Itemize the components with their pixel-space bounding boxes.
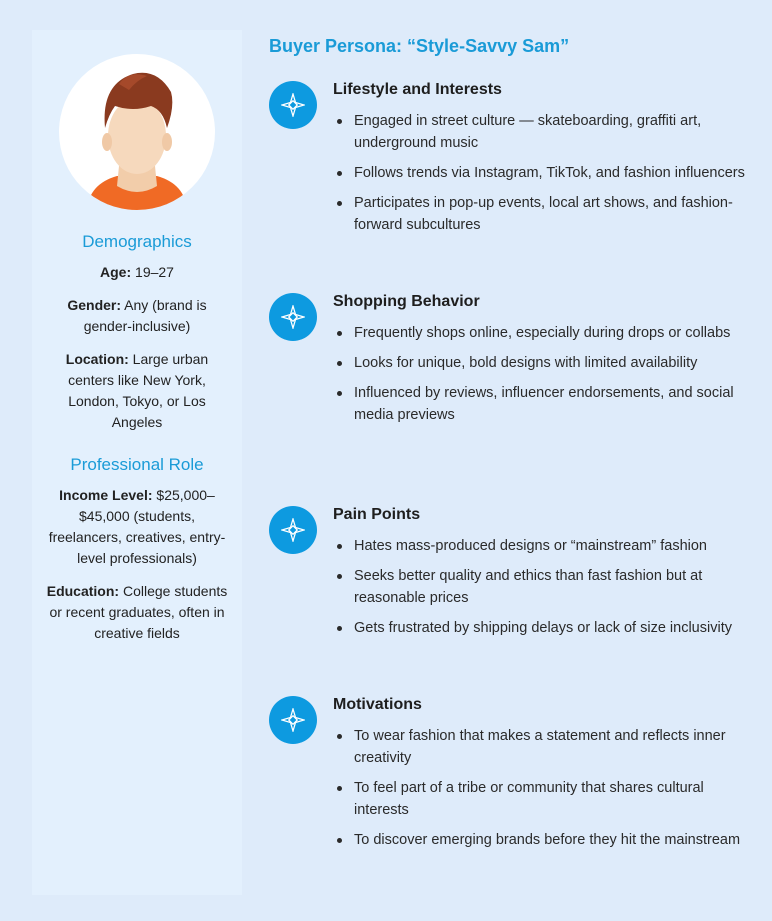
education-label: Education: xyxy=(46,583,120,599)
income-line xyxy=(47,485,227,569)
list-item: Looks for unique, bold designs with limited availability xyxy=(333,352,753,374)
age-label: Age: xyxy=(100,264,132,280)
sparkle-diamond-icon xyxy=(269,293,317,341)
gender-line xyxy=(62,295,212,337)
income-label: Income Level: xyxy=(59,487,153,503)
education-line xyxy=(46,581,228,644)
section-title: Motivations xyxy=(333,696,422,713)
income-value: $25,000–$45,000 (students, freelancers, creatives, entry-level professionals) xyxy=(48,487,226,566)
location-line xyxy=(57,349,217,433)
avatar xyxy=(59,54,215,210)
list-item: Seeks better quality and ethics than fast fashion but at reasonable prices xyxy=(333,565,753,609)
location-label: Location: xyxy=(65,351,129,367)
age-line xyxy=(52,262,222,283)
section-title: Lifestyle and Interests xyxy=(333,81,502,98)
location-value: Large urban centers like New York, London, Tokyo, or Los Angeles xyxy=(68,351,209,430)
age-value: 19–27 xyxy=(131,264,174,280)
bullet-list xyxy=(333,535,753,647)
bullet-list xyxy=(333,725,753,859)
bullet-list xyxy=(333,322,753,434)
list-item: To wear fashion that makes a statement and reflects inner creativity xyxy=(333,725,753,769)
list-item: Influenced by reviews, influencer endorsements, and social media previews xyxy=(333,382,753,426)
demographics-heading: Demographics xyxy=(82,232,192,251)
list-item: Gets frustrated by shipping delays or lack of size inclusivity xyxy=(333,617,753,639)
list-item: Engaged in street culture — skateboarding, graffiti art, underground music xyxy=(333,110,753,154)
list-item: Frequently shops online, especially during drops or collabs xyxy=(333,322,753,344)
sparkle-diamond-icon xyxy=(269,696,317,744)
gender-label: Gender: xyxy=(67,297,122,313)
gender-value: Any (brand is gender-inclusive) xyxy=(83,297,207,334)
list-item: Follows trends via Instagram, TikTok, and fashion influencers xyxy=(333,162,753,184)
sparkle-diamond-icon xyxy=(269,506,317,554)
list-item: Hates mass-produced designs or “mainstream” fashion xyxy=(333,535,753,557)
bullet-list xyxy=(333,110,753,244)
professional-role-heading: Professional Role xyxy=(70,455,204,474)
list-item: To discover emerging brands before they hit the mainstream xyxy=(333,829,753,851)
list-item: To feel part of a tribe or community that shares cultural interests xyxy=(333,777,753,821)
education-value: College students or recent graduates, often in creative fields xyxy=(49,583,228,641)
section-title: Pain Points xyxy=(333,506,421,523)
page-title: Buyer Persona: “Style-Savvy Sam” xyxy=(269,36,570,56)
person-illustration xyxy=(59,54,215,210)
section-title: Shopping Behavior xyxy=(333,293,480,310)
list-item: Participates in pop-up events, local art shows, and fashion-forward subcultures xyxy=(333,192,753,236)
persona-sidebar xyxy=(32,30,242,895)
sparkle-diamond-icon xyxy=(269,81,317,129)
